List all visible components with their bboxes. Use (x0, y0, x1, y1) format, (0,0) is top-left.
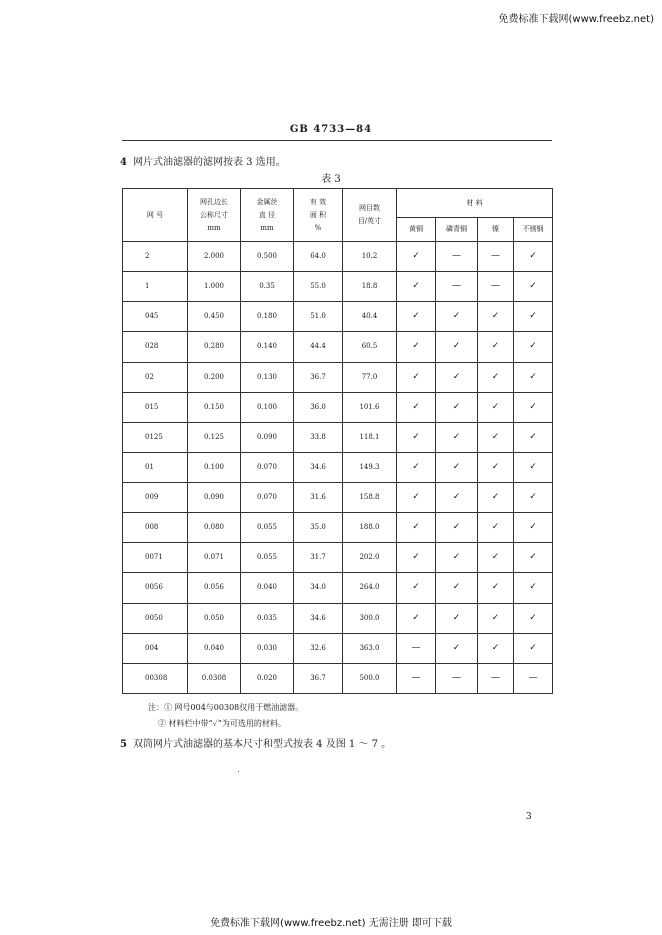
cell-mesh-no: 028 (123, 332, 188, 362)
table-row (123, 543, 553, 573)
cell-wire-diameter: 0.180 (241, 302, 294, 332)
cell-brass: ✓ (397, 452, 436, 482)
cell-aperture: 0.056 (188, 573, 241, 603)
cell-mesh-no: 008 (123, 513, 188, 543)
cell-aperture: 0.450 (188, 302, 241, 332)
cell-nickel: ✓ (478, 483, 514, 513)
cell-aperture: 1.000 (188, 272, 241, 302)
cell-effective-area: 34.6 (294, 603, 343, 633)
cell-phosphor-bronze: ✓ (436, 573, 478, 603)
cell-wire-diameter: 0.070 (241, 483, 294, 513)
section-4-text: 网片式油滤器的滤网按表 3 选用。 (132, 157, 286, 168)
col-header-aperture: 网孔边长 公称尺寸 mm (188, 189, 241, 242)
cell-stainless-steel: ✓ (514, 543, 553, 573)
cell-wire-diameter: 0.140 (241, 332, 294, 362)
cell-stainless-steel: ✓ (514, 483, 553, 513)
table-row (123, 242, 553, 272)
cell-wire-diameter: 0.100 (241, 392, 294, 422)
cell-aperture: 0.280 (188, 332, 241, 362)
col-header-nickel: 镍 (478, 218, 514, 242)
cell-mesh-no: 0050 (123, 603, 188, 633)
cell-effective-area: 36.7 (294, 362, 343, 392)
header-rule (122, 140, 552, 141)
cell-brass: ✓ (397, 362, 436, 392)
cell-mesh-no: 0125 (123, 422, 188, 452)
cell-stainless-steel: — (514, 663, 553, 693)
cell-stainless-steel: ✓ (514, 573, 553, 603)
cell-wire-diameter: 0.035 (241, 603, 294, 633)
cell-mesh-no: 02 (123, 362, 188, 392)
cell-mesh-count: 202.0 (343, 543, 397, 573)
cell-phosphor-bronze: ✓ (436, 392, 478, 422)
cell-mesh-no: 2 (123, 242, 188, 272)
cell-phosphor-bronze: ✓ (436, 302, 478, 332)
col-header-wire-diameter: 金属丝 直 径 mm (241, 189, 294, 242)
cell-mesh-no: 004 (123, 633, 188, 663)
table-row (123, 513, 553, 543)
scan-speck (238, 771, 239, 772)
cell-effective-area: 55.0 (294, 272, 343, 302)
table-row (123, 452, 553, 482)
cell-mesh-count: 77.0 (343, 362, 397, 392)
table-row (123, 392, 553, 422)
cell-mesh-no: 009 (123, 483, 188, 513)
cell-mesh-no: 00308 (123, 663, 188, 693)
cell-nickel: ✓ (478, 573, 514, 603)
cell-phosphor-bronze: — (436, 242, 478, 272)
cell-mesh-count: 300.0 (343, 603, 397, 633)
cell-brass: ✓ (397, 513, 436, 543)
col-header-stainless-steel: 不锈钢 (514, 218, 553, 242)
cell-nickel: ✓ (478, 513, 514, 543)
cell-phosphor-bronze: ✓ (436, 452, 478, 482)
section-5-number: 5 (120, 739, 127, 750)
cell-wire-diameter: 0.130 (241, 362, 294, 392)
cell-stainless-steel: ✓ (514, 392, 553, 422)
cell-brass: ✓ (397, 302, 436, 332)
cell-mesh-count: 188.0 (343, 513, 397, 543)
cell-phosphor-bronze: ✓ (436, 332, 478, 362)
table-row (123, 663, 553, 693)
cell-mesh-no: 1 (123, 272, 188, 302)
cell-mesh-count: 18.8 (343, 272, 397, 302)
table-row (123, 633, 553, 663)
cell-wire-diameter: 0.055 (241, 543, 294, 573)
cell-effective-area: 51.0 (294, 302, 343, 332)
cell-mesh-count: 118.1 (343, 422, 397, 452)
section-5-text: 双筒网片式油滤器的基本尺寸和型式按表 4 及图 1 ～ 7 。 (132, 739, 392, 750)
cell-phosphor-bronze: ✓ (436, 513, 478, 543)
cell-nickel: ✓ (478, 392, 514, 422)
cell-mesh-count: 363.0 (343, 633, 397, 663)
section-4 (120, 153, 286, 168)
standard-header: GB 4733—84 (289, 124, 373, 135)
note-1: 注：① 网号004与00308仅用于燃油滤器。 (148, 703, 304, 712)
col-header-mesh-count: 网目数 目/英寸 (343, 189, 397, 242)
cell-aperture: 0.071 (188, 543, 241, 573)
cell-brass: — (397, 663, 436, 693)
cell-phosphor-bronze: ✓ (436, 633, 478, 663)
table-row (123, 332, 553, 362)
filter-mesh-table (122, 188, 553, 694)
section-5 (120, 735, 391, 750)
cell-wire-diameter: 0.090 (241, 422, 294, 452)
cell-stainless-steel: ✓ (514, 513, 553, 543)
cell-wire-diameter: 0.500 (241, 242, 294, 272)
cell-mesh-no: 0056 (123, 573, 188, 603)
cell-brass: ✓ (397, 242, 436, 272)
cell-nickel: ✓ (478, 422, 514, 452)
col-header-phosphor-bronze: 磷青铜 (436, 218, 478, 242)
cell-stainless-steel: ✓ (514, 332, 553, 362)
cell-nickel: ✓ (478, 633, 514, 663)
cell-nickel: ✓ (478, 332, 514, 362)
col-header-mesh-no: 网 号 (123, 189, 188, 242)
cell-aperture: 0.100 (188, 452, 241, 482)
table-row (123, 272, 553, 302)
cell-brass: ✓ (397, 392, 436, 422)
cell-effective-area: 32.6 (294, 633, 343, 663)
cell-wire-diameter: 0.055 (241, 513, 294, 543)
cell-nickel: — (478, 242, 514, 272)
table-title: 表 3 (321, 174, 341, 185)
cell-mesh-count: 149.3 (343, 452, 397, 482)
section-4-number: 4 (120, 157, 127, 168)
cell-brass: ✓ (397, 603, 436, 633)
cell-aperture: 0.200 (188, 362, 241, 392)
cell-nickel: — (478, 272, 514, 302)
cell-nickel: ✓ (478, 603, 514, 633)
cell-brass: ✓ (397, 573, 436, 603)
cell-phosphor-bronze: ✓ (436, 483, 478, 513)
cell-nickel: ✓ (478, 452, 514, 482)
cell-stainless-steel: ✓ (514, 362, 553, 392)
cell-mesh-count: 158.8 (343, 483, 397, 513)
cell-aperture: 0.050 (188, 603, 241, 633)
cell-mesh-no: 015 (123, 392, 188, 422)
cell-aperture: 0.125 (188, 422, 241, 452)
cell-mesh-count: 500.0 (343, 663, 397, 693)
cell-nickel: ✓ (478, 362, 514, 392)
cell-effective-area: 34.6 (294, 452, 343, 482)
cell-phosphor-bronze: ✓ (436, 603, 478, 633)
cell-effective-area: 64.0 (294, 242, 343, 272)
cell-effective-area: 36.7 (294, 663, 343, 693)
cell-brass: — (397, 633, 436, 663)
cell-aperture: 0.150 (188, 392, 241, 422)
cell-effective-area: 35.0 (294, 513, 343, 543)
cell-wire-diameter: 0.030 (241, 633, 294, 663)
cell-stainless-steel: ✓ (514, 452, 553, 482)
cell-mesh-count: 40.4 (343, 302, 397, 332)
cell-nickel: ✓ (478, 302, 514, 332)
cell-mesh-no: 045 (123, 302, 188, 332)
cell-aperture: 0.080 (188, 513, 241, 543)
cell-mesh-count: 10.2 (343, 242, 397, 272)
cell-stainless-steel: ✓ (514, 422, 553, 452)
cell-mesh-no: 01 (123, 452, 188, 482)
cell-stainless-steel: ✓ (514, 302, 553, 332)
table-row (123, 422, 553, 452)
watermark-bottom: 免费标准下载网(www.freebz.net) 无需注册 即可下载 (210, 918, 452, 929)
cell-nickel: — (478, 663, 514, 693)
cell-wire-diameter: 0.020 (241, 663, 294, 693)
cell-stainless-steel: ✓ (514, 633, 553, 663)
table-row (123, 362, 553, 392)
cell-mesh-count: 60.5 (343, 332, 397, 362)
cell-effective-area: 36.0 (294, 392, 343, 422)
cell-mesh-count: 264.0 (343, 573, 397, 603)
cell-effective-area: 31.7 (294, 543, 343, 573)
cell-brass: ✓ (397, 272, 436, 302)
cell-phosphor-bronze: ✓ (436, 543, 478, 573)
page-number: 3 (526, 812, 532, 822)
cell-phosphor-bronze: ✓ (436, 362, 478, 392)
table-row (123, 603, 553, 633)
cell-wire-diameter: 0.35 (241, 272, 294, 302)
cell-stainless-steel: ✓ (514, 242, 553, 272)
cell-aperture: 0.0308 (188, 663, 241, 693)
cell-effective-area: 33.8 (294, 422, 343, 452)
cell-phosphor-bronze: — (436, 663, 478, 693)
cell-mesh-count: 101.6 (343, 392, 397, 422)
note-2: ② 材料栏中带“✓”为可选用的材料。 (158, 719, 286, 728)
cell-brass: ✓ (397, 422, 436, 452)
cell-stainless-steel: ✓ (514, 603, 553, 633)
cell-phosphor-bronze: ✓ (436, 422, 478, 452)
cell-aperture: 0.040 (188, 633, 241, 663)
cell-effective-area: 31.6 (294, 483, 343, 513)
table-row (123, 302, 553, 332)
watermark-top: 免费标准下载网(www.freebz.net) (498, 14, 654, 25)
cell-wire-diameter: 0.070 (241, 452, 294, 482)
cell-brass: ✓ (397, 332, 436, 362)
col-header-brass: 黄铜 (397, 218, 436, 242)
cell-brass: ✓ (397, 483, 436, 513)
cell-aperture: 2.000 (188, 242, 241, 272)
cell-effective-area: 44.4 (294, 332, 343, 362)
table-row (123, 573, 553, 603)
col-header-effective-area: 有 效 面 积 % (294, 189, 343, 242)
cell-mesh-no: 0071 (123, 543, 188, 573)
cell-brass: ✓ (397, 543, 436, 573)
cell-stainless-steel: ✓ (514, 272, 553, 302)
cell-phosphor-bronze: — (436, 272, 478, 302)
cell-effective-area: 34.0 (294, 573, 343, 603)
cell-nickel: ✓ (478, 543, 514, 573)
cell-aperture: 0.090 (188, 483, 241, 513)
cell-wire-diameter: 0.040 (241, 573, 294, 603)
table-row (123, 483, 553, 513)
col-header-material: 材 料 (397, 189, 553, 218)
